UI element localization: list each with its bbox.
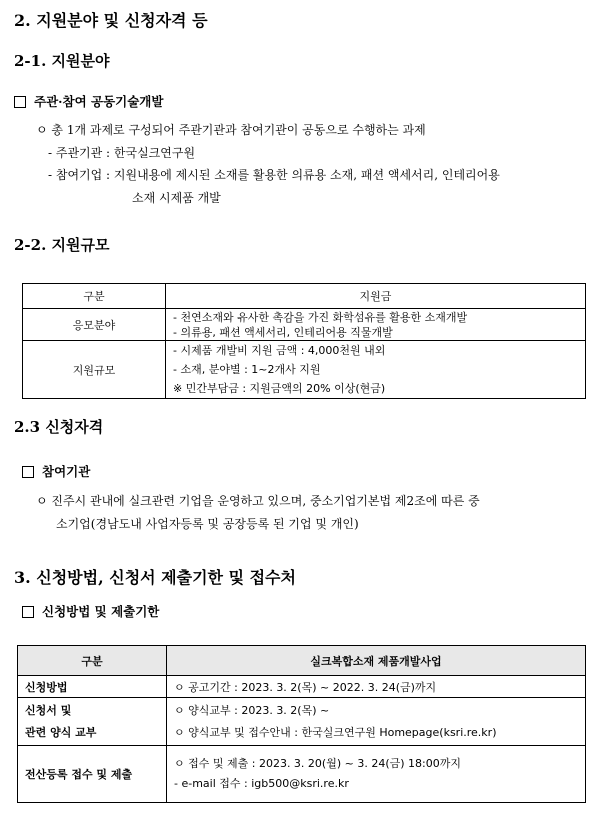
table1-row2-cell bbox=[166, 341, 586, 399]
support-scale-table bbox=[22, 283, 586, 399]
table2-row3-line2: - e-mail 접수 : igb500@ksri.re.kr bbox=[174, 777, 349, 790]
table2-row3-label: 전산등록 접수 및 제출 bbox=[18, 746, 167, 803]
bullet-project: ㅇ 총 1개 과제로 구성되어 주관기관과 참여기관이 공동으로 수행하는 과제 bbox=[36, 123, 426, 137]
section-2-title: 2. 지원분야 및 신청자격 등 bbox=[14, 11, 208, 30]
table1-row2-line2: - 소재, 분야별 : 1~2개사 지원 bbox=[173, 363, 321, 376]
item-title-method-text: 신청방법 및 제출기한 bbox=[42, 604, 160, 619]
eligibility-line1: ㅇ 진주시 관내에 실크관련 기업을 운영하고 있으며, 중소기업기본법 제2조에 따른 중 bbox=[36, 494, 480, 508]
dash-participant-line2: 소재 시제품 개발 bbox=[132, 191, 221, 205]
table1-row2-label: 지원규모 bbox=[23, 341, 166, 399]
dash-lead-org: - 주관기관 : 한국실크연구원 bbox=[48, 146, 196, 160]
table1-row2-line3: ※ 민간부담금 : 지원금액의 20% 이상(현금) bbox=[173, 382, 386, 395]
item-title-participants-text: 참여기관 bbox=[42, 464, 91, 479]
table2-row2-cell bbox=[167, 698, 586, 746]
item-title-joint-dev-text: 주관·참여 공동기술개발 bbox=[34, 94, 164, 109]
table2-row2-line1: ㅇ 양식교부 : 2023. 3. 2(목) ~ bbox=[174, 703, 330, 717]
table1-row1-label: 응모분야 bbox=[23, 309, 166, 341]
table1-row1-cell bbox=[166, 309, 586, 341]
eligibility-line2: 소기업(경남도내 사업자등록 및 공장등록 된 기업 및 개인) bbox=[56, 517, 359, 531]
section-2-1-title: 2-1. 지원분야 bbox=[14, 52, 110, 70]
table2-row3-line1: ㅇ 접수 및 제출 : 2023. 3. 20(월) ~ 3. 24(금) 18:00까지 bbox=[174, 757, 461, 770]
table2-row2-label-line2: 관련 양식 교부 bbox=[25, 725, 97, 739]
item-title-joint-dev bbox=[14, 92, 163, 110]
section-2-3-title: 2.3 신청자격 bbox=[14, 418, 104, 436]
table2-row2-label bbox=[18, 698, 167, 746]
table1-row1-line2: - 의류용, 패션 액세서리, 인테리어용 직물개발 bbox=[173, 325, 393, 339]
item-title-method bbox=[22, 602, 159, 620]
table2-row1-line1: ㅇ 공고기간 : 2023. 3. 2(목) ~ 2022. 3. 24(금)까지 bbox=[167, 676, 586, 698]
item-title-participants bbox=[22, 462, 90, 480]
checkbox-square-icon bbox=[14, 96, 26, 108]
dash-participant-line1: - 참여기업 : 지원내용에 제시된 소재를 활용한 의류용 소재, 패션 액세서리, 인테리어용 bbox=[48, 168, 500, 182]
checkbox-square-icon bbox=[22, 466, 34, 478]
table1-header-support: 지원금 bbox=[166, 284, 586, 309]
section-2-2-title: 2-2. 지원규모 bbox=[14, 236, 110, 254]
table2-row2-label-line1: 신청서 및 bbox=[25, 703, 72, 717]
table2-row1-label: 신청방법 bbox=[18, 676, 167, 698]
application-table bbox=[17, 645, 586, 803]
table2-row3-cell bbox=[167, 746, 586, 803]
table1-row2-line1: - 시제품 개발비 지원 금액 : 4,000천원 내외 bbox=[173, 344, 386, 357]
checkbox-square-icon bbox=[22, 606, 34, 618]
table1-header-category: 구분 bbox=[23, 284, 166, 309]
table1-row1-line1: - 천연소재와 유사한 촉감을 가진 화학섬유를 활용한 소재개발 bbox=[173, 310, 468, 324]
section-3-title: 3. 신청방법, 신청서 제출기한 및 접수처 bbox=[14, 568, 296, 587]
table2-header-program: 실크복합소재 제품개발사업 bbox=[167, 646, 586, 676]
table2-row2-line2: ㅇ 양식교부 및 접수안내 : 한국실크연구원 Homepage(ksri.re.kr) bbox=[174, 725, 497, 739]
table2-header-category: 구분 bbox=[18, 646, 167, 676]
